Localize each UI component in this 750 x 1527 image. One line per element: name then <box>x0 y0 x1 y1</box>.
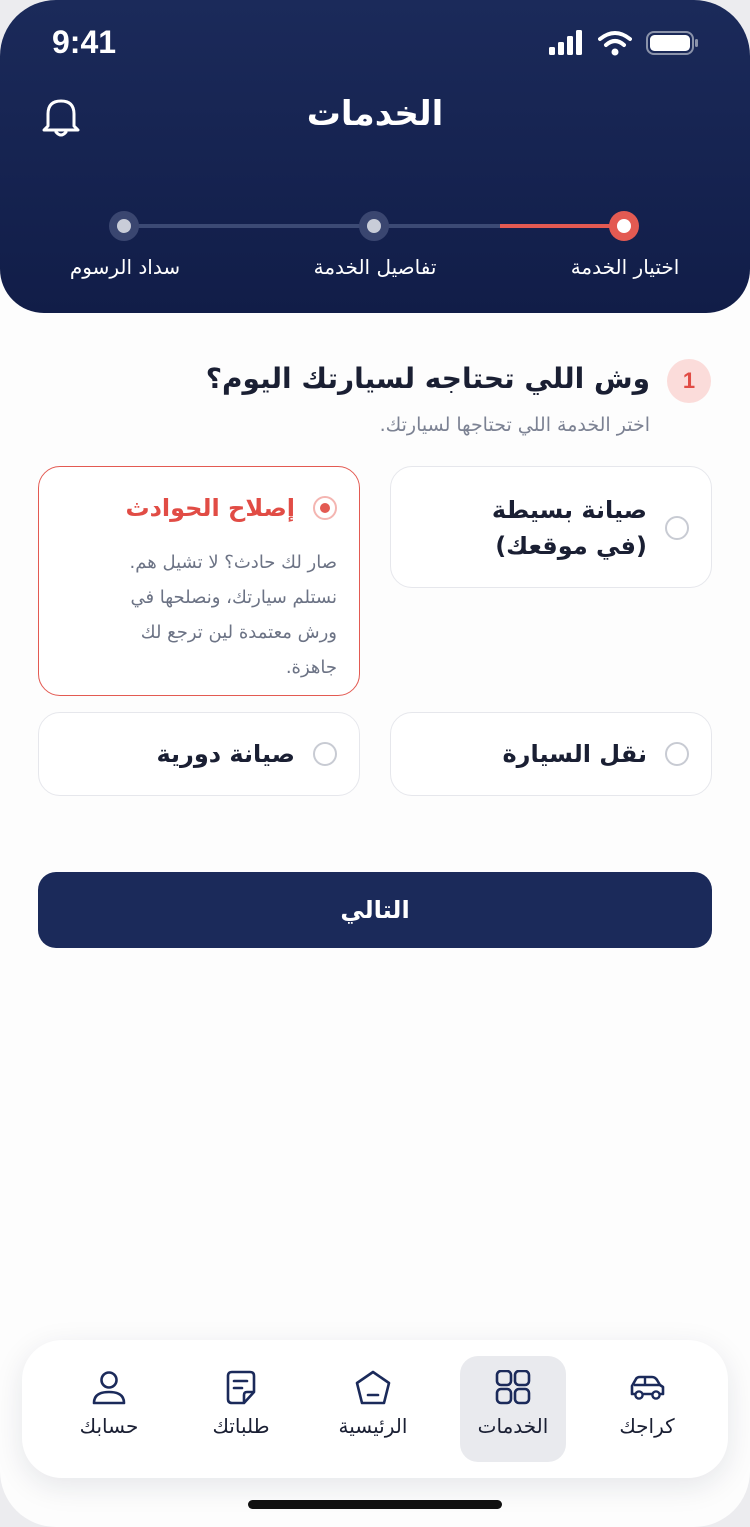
step-dot-service-details <box>359 211 389 241</box>
tab-garage[interactable] <box>594 1356 700 1462</box>
tab-label: حسابك <box>79 1414 139 1438</box>
option-title: إصلاح الحوادث <box>125 494 295 522</box>
bottom-tab-bar <box>22 1340 728 1478</box>
home-indicator <box>248 1500 502 1509</box>
home-icon <box>353 1370 393 1406</box>
cellular-signal-icon <box>548 30 584 56</box>
orders-icon <box>221 1370 261 1406</box>
wifi-icon <box>598 30 632 56</box>
option-title: نقل السيارة <box>502 740 647 768</box>
option-title-line1: صيانة بسيطة <box>491 496 647 524</box>
step-label-payment: سداد الرسوم <box>69 255 181 279</box>
status-time: 9:41 <box>52 24 117 60</box>
radio-button[interactable] <box>665 516 689 540</box>
status-icons <box>548 30 700 56</box>
option-simple-maintenance[interactable] <box>390 466 712 588</box>
battery-icon <box>646 30 700 56</box>
page-title: الخدمات <box>306 94 444 134</box>
step-dot-payment <box>109 211 139 241</box>
tab-orders[interactable] <box>188 1356 294 1462</box>
step-label-service-selection: اختيار الخدمة <box>570 255 680 279</box>
tab-label: الخدمات <box>477 1414 549 1438</box>
question-title: وش اللي تحتاجه لسيارتك اليوم؟ <box>205 362 650 395</box>
option-car-transport[interactable] <box>390 712 712 796</box>
question-subtitle: اختر الخدمة اللي تحتاجها لسيارتك. <box>379 414 650 436</box>
next-button[interactable]: التالي <box>38 872 712 948</box>
radio-button[interactable] <box>665 742 689 766</box>
stepper-line <box>124 224 374 228</box>
option-title-line2: (في موقعك) <box>495 532 647 560</box>
stepper-line-active <box>500 224 624 228</box>
header <box>0 0 750 313</box>
tab-services[interactable] <box>460 1356 566 1462</box>
option-title: صيانة دورية <box>156 740 295 768</box>
option-accident-repair[interactable] <box>38 466 360 696</box>
step-dot-service-selection <box>609 211 639 241</box>
tab-label: الرئيسية <box>338 1414 408 1438</box>
step-label-service-details: تفاصيل الخدمة <box>313 255 437 279</box>
radio-button[interactable] <box>313 742 337 766</box>
tab-label: كراجك <box>619 1414 675 1438</box>
radio-button-selected[interactable] <box>313 496 337 520</box>
tab-account[interactable] <box>56 1356 162 1462</box>
option-description: صار لك حادث؟ لا تشيل هم. نستلم سيارتك، ونصلحها في ورش معتمدة لين ترجع لك جاهزة. <box>129 552 337 678</box>
stepper-line <box>374 224 500 228</box>
question-number-badge: 1 <box>667 359 711 403</box>
car-icon <box>627 1370 667 1406</box>
grid-icon <box>493 1370 533 1406</box>
option-periodic-maintenance[interactable] <box>38 712 360 796</box>
tab-label: طلباتك <box>212 1414 270 1438</box>
user-icon <box>89 1370 129 1406</box>
progress-stepper <box>0 205 750 295</box>
tab-home[interactable] <box>320 1356 426 1462</box>
